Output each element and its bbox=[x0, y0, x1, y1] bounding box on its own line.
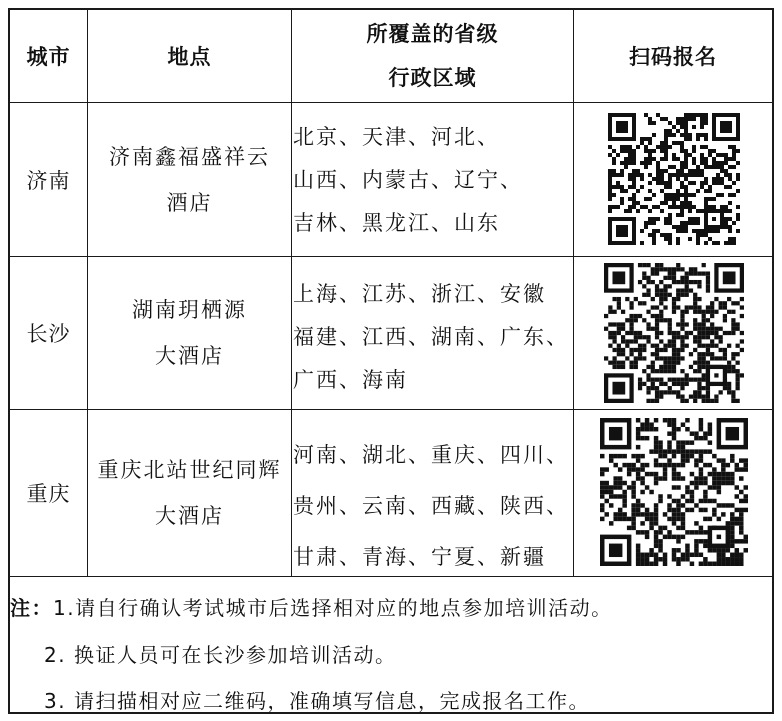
row-location bbox=[88, 103, 291, 256]
region-line: 广西、海南 bbox=[293, 368, 408, 392]
row-regions bbox=[293, 273, 569, 402]
qr-code-graphic bbox=[608, 113, 740, 245]
qr-code-graphic bbox=[600, 418, 748, 566]
header-register-label: 扫码报名 bbox=[629, 45, 717, 69]
row-city bbox=[10, 410, 87, 576]
registration-table bbox=[8, 8, 774, 714]
notes-section bbox=[10, 577, 772, 714]
qr-code-icon[interactable] bbox=[604, 263, 744, 403]
region-line: 甘肃、青海、宁夏、新疆 bbox=[293, 545, 546, 569]
note-line-1 bbox=[10, 592, 613, 621]
row-regions bbox=[293, 116, 523, 245]
row-location bbox=[88, 257, 291, 409]
region-line: 吉林、黑龙江、山东 bbox=[293, 211, 500, 235]
row-city-label: 重庆 bbox=[26, 482, 71, 506]
note-line-2 bbox=[44, 639, 396, 668]
qr-code-icon[interactable] bbox=[600, 418, 748, 566]
region-line: 河南、湖北、重庆、四川、 bbox=[293, 443, 569, 467]
row-location-line2: 酒店 bbox=[166, 190, 213, 215]
row-location-line2: 大酒店 bbox=[155, 504, 224, 528]
row-regions bbox=[293, 430, 569, 583]
row-city-label: 长沙 bbox=[26, 322, 71, 346]
row-location-line2: 大酒店 bbox=[155, 344, 224, 368]
note-text-3: 3. 请扫描相对应二维码，准确填写信息，完成报名工作。 bbox=[44, 689, 590, 713]
header-regions-line2: 行政区域 bbox=[388, 66, 477, 90]
row-location-line1: 湖南玥栖源 bbox=[132, 298, 247, 322]
header-city bbox=[10, 10, 87, 102]
region-line: 贵州、云南、西藏、陕西、 bbox=[293, 494, 569, 518]
note-text-2: 2. 换证人员可在长沙参加培训活动。 bbox=[44, 643, 397, 667]
row-location bbox=[88, 410, 291, 576]
header-regions-line1: 所覆盖的省级 bbox=[366, 22, 499, 46]
header-register bbox=[574, 10, 772, 102]
row-city bbox=[10, 103, 87, 256]
note-line-3 bbox=[44, 685, 590, 714]
region-line: 福建、江西、湖南、广东、 bbox=[293, 325, 569, 349]
row-location-line1: 济南鑫福盛祥云 bbox=[109, 144, 270, 169]
region-line: 上海、江苏、浙江、安徽 bbox=[293, 282, 546, 306]
header-location bbox=[88, 10, 291, 102]
region-line: 北京、天津、河北、 bbox=[293, 125, 500, 149]
header-city-label: 城市 bbox=[26, 45, 71, 69]
row-city-label: 济南 bbox=[26, 168, 71, 193]
qr-code-icon[interactable] bbox=[608, 113, 740, 245]
row-location-line1: 重庆北站世纪同辉 bbox=[97, 458, 282, 482]
header-regions bbox=[292, 10, 573, 102]
header-location-label: 地点 bbox=[167, 45, 212, 69]
note-prefix: 注： bbox=[10, 596, 53, 620]
note-text-1: 1.请自行确认考试城市后选择相对应的地点参加培训活动。 bbox=[53, 596, 613, 620]
region-line: 山西、内蒙古、辽宁、 bbox=[293, 168, 523, 192]
row-city bbox=[10, 257, 87, 409]
qr-code-graphic bbox=[604, 263, 744, 403]
